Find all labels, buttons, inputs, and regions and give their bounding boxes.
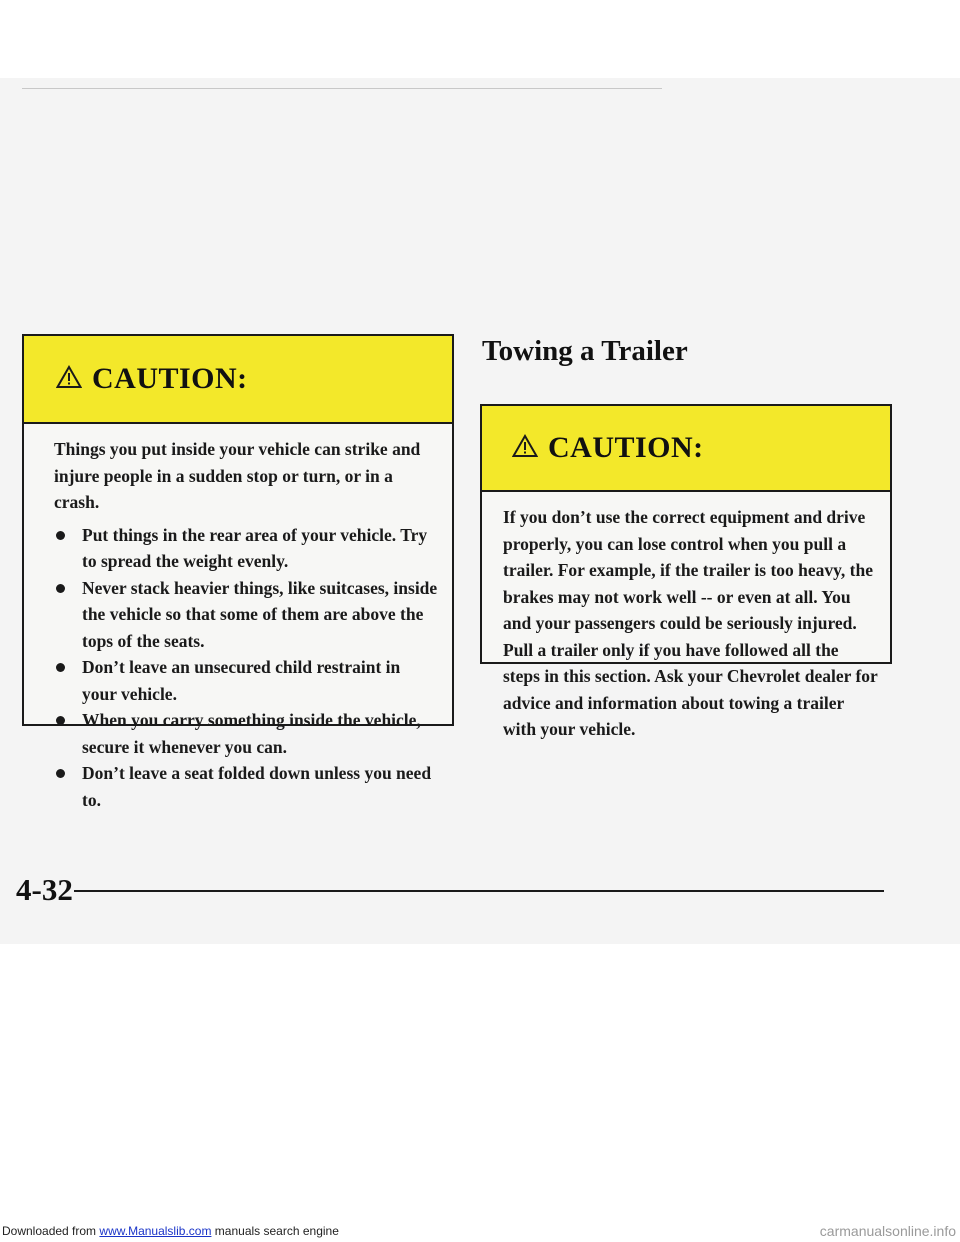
caution-body	[24, 424, 452, 813]
manualslib-link[interactable]: www.Manualslib.com	[99, 1224, 212, 1238]
caution-bullet-list	[54, 522, 438, 814]
caution-box-towing	[480, 404, 892, 739]
caution-box-cargo	[22, 334, 454, 810]
download-footer	[0, 1222, 960, 1242]
list-item: Put things in the rear area of your vehicle. Try to spread the weight evenly.	[54, 522, 438, 575]
caution-body: If you don’t use the correct equipment and drive properly, you can lose control when you pull a trailer. For example, if the trailer is too heavy, the brakes may not work well -- or even at all. You and your passengers could be seriously injured. Pull a trailer only if you have followed all the steps in this section. Ask your Chevrolet dealer for advice and information about towing a trailer with your vehicle.	[503, 507, 878, 739]
footer-suffix: manuals search engine	[214, 1224, 339, 1238]
caution-header	[24, 336, 452, 424]
bottom-rule	[74, 890, 884, 892]
warning-triangle-icon	[56, 365, 82, 394]
bullet-dot	[56, 531, 65, 540]
warning-triangle-icon	[512, 434, 538, 463]
top-rule	[22, 88, 662, 89]
footer-prefix: Downloaded from	[2, 1224, 97, 1238]
bullet-dot	[56, 584, 65, 593]
caution-header	[482, 406, 890, 492]
watermark: carmanualsonline.info	[819, 1223, 956, 1239]
list-item: Don’t leave a seat folded down unless you need to.	[54, 760, 438, 813]
list-item: When you carry something inside the vehicle, secure it whenever you can.	[54, 707, 438, 760]
caution-title: CAUTION:	[548, 431, 704, 464]
caution-intro: Things you put inside your vehicle can strike and injure people in a sudden stop or turn, or in a crash.	[54, 439, 421, 512]
list-item: Never stack heavier things, like suitcases, inside the vehicle so that some of them are above the tops of the seats.	[54, 575, 438, 655]
page-number: 4-32	[16, 872, 73, 907]
bullet-dot	[56, 716, 65, 725]
bullet-dot	[56, 769, 65, 778]
section-title: Towing a Trailer	[482, 335, 688, 367]
bullet-dot	[56, 663, 65, 672]
list-item: Don’t leave an unsecured child restraint in your vehicle.	[54, 654, 438, 707]
caution-title: CAUTION:	[92, 362, 248, 395]
